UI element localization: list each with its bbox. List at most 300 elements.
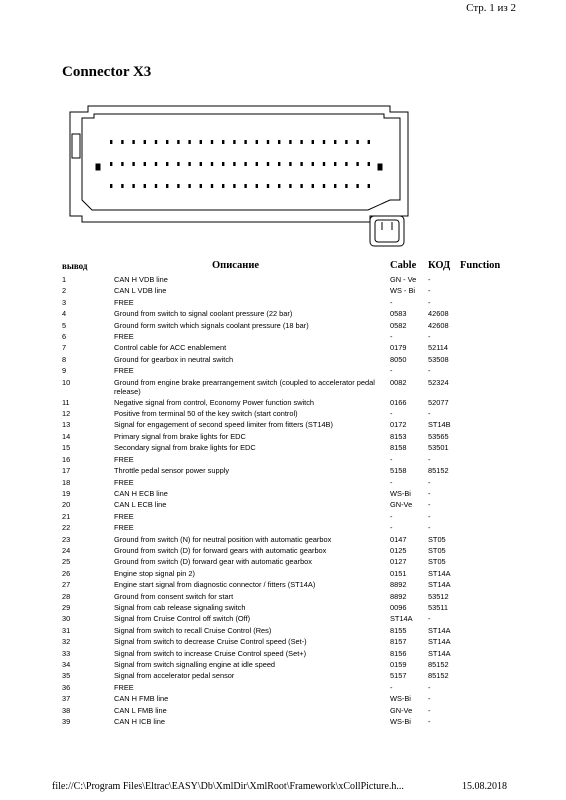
table-row <box>62 693 512 704</box>
connector-pin <box>323 184 325 188</box>
pin-cell: 34 <box>62 660 71 669</box>
table-row <box>62 613 512 624</box>
pin-cell: 30 <box>62 614 71 624</box>
code-cell: 53508 <box>428 354 449 364</box>
connector-pin <box>155 162 157 166</box>
function-cell <box>460 308 512 319</box>
code-cell: 53565 <box>428 431 449 441</box>
table-row <box>62 568 512 579</box>
table-row <box>62 331 512 342</box>
connector-pin <box>289 162 291 166</box>
function-cell <box>460 454 512 465</box>
table-row <box>62 591 512 602</box>
connector-pin <box>222 140 224 144</box>
code-cell: - <box>428 454 431 464</box>
pin-cell: 37 <box>62 694 71 704</box>
cable-cell: 8157 <box>390 637 407 647</box>
connector-pin <box>244 162 246 166</box>
cable-cell: GN - Ve <box>390 275 417 284</box>
table-row <box>62 488 512 499</box>
pin-cell: 25 <box>62 557 71 567</box>
function-cell <box>460 320 512 331</box>
connector-pin <box>211 184 213 188</box>
pin-cell: 21 <box>62 511 71 521</box>
connector-pin <box>144 162 146 166</box>
description-cell: Signal from switch to increase Cruise Control speed (Set+) <box>114 648 307 658</box>
pin-cell: 2 <box>62 286 67 296</box>
connector-pin <box>356 162 358 166</box>
description-cell: FREE <box>114 332 134 342</box>
pin-cell: 26 <box>62 568 71 578</box>
function-cell <box>460 705 512 716</box>
code-cell: ST14A <box>428 648 451 658</box>
code-cell: - <box>428 488 431 498</box>
cable-cell: 8155 <box>390 625 407 635</box>
code-cell: - <box>428 366 431 376</box>
code-cell: - <box>428 286 431 296</box>
cable-cell: 8156 <box>390 648 407 658</box>
description-cell: Ground from switch (D) forward gear with automatic gearbox <box>114 557 312 567</box>
connector-pin <box>300 162 302 166</box>
code-cell: - <box>428 511 431 521</box>
connector-pin <box>334 184 336 188</box>
code-cell: ST05 <box>428 557 446 567</box>
connector-pin <box>132 184 134 188</box>
description-cell: FREE <box>114 682 134 692</box>
pin-cell: 14 <box>62 431 71 441</box>
code-cell: 52077 <box>428 397 449 407</box>
code-cell: - <box>428 477 431 487</box>
connector-pin <box>244 140 246 144</box>
pin-cell: 5 <box>62 320 67 330</box>
table-row <box>62 365 512 376</box>
code-cell: ST14A <box>428 625 451 635</box>
function-cell <box>460 408 512 419</box>
connector-pin <box>211 140 213 144</box>
table-row <box>62 308 512 319</box>
connector-pin <box>278 184 280 188</box>
table-row <box>62 556 512 567</box>
function-cell <box>460 274 512 285</box>
code-cell: ST14B <box>428 420 451 430</box>
pin-cell: 39 <box>62 717 71 727</box>
function-cell <box>460 365 512 376</box>
description-cell: FREE <box>114 454 134 464</box>
description-cell: Ground from switch (N) for neutral position with automatic gearbox <box>114 534 332 544</box>
connector-pin <box>188 184 190 188</box>
connector-pin <box>244 184 246 188</box>
connector-pin <box>368 184 370 188</box>
table-row <box>62 320 512 331</box>
connector-pin <box>368 162 370 166</box>
connector-pin <box>155 184 157 188</box>
code-cell: ST05 <box>428 534 446 544</box>
code-cell: - <box>428 275 431 284</box>
pin-cell: 23 <box>62 534 71 544</box>
column-header-cable: Cable <box>390 260 417 271</box>
connector-pin <box>177 184 179 188</box>
table-row <box>62 377 512 397</box>
code-cell: 53512 <box>428 591 449 601</box>
cable-cell: 0082 <box>390 377 407 387</box>
cable-cell: 8892 <box>390 591 407 601</box>
description-cell: Ground form switch which signals coolant pressure (18 bar) <box>114 320 309 330</box>
function-cell <box>460 693 512 704</box>
cable-cell: 8892 <box>390 580 407 590</box>
pin-cell: 7 <box>62 343 67 353</box>
cable-cell: WS-Bi <box>390 488 411 498</box>
pin-cell: 6 <box>62 332 67 342</box>
function-cell <box>460 716 512 727</box>
connector-pin <box>155 140 157 144</box>
connector-pin <box>256 184 258 188</box>
connector-pin <box>222 162 224 166</box>
function-cell <box>460 377 512 397</box>
connector-pin <box>110 162 112 166</box>
pin-cell: 20 <box>62 500 71 510</box>
function-cell <box>460 397 512 408</box>
connector-pin <box>132 140 134 144</box>
function-cell <box>460 431 512 442</box>
table-row <box>62 354 512 365</box>
code-cell: - <box>428 682 431 692</box>
connector-pin <box>166 140 168 144</box>
function-cell <box>460 636 512 647</box>
connector-pin <box>256 140 258 144</box>
description-cell: Signal from switch to decrease Cruise Control speed (Set-) <box>114 637 307 647</box>
table-row <box>62 579 512 590</box>
cable-cell: 0179 <box>390 343 407 353</box>
connector-pin <box>312 140 314 144</box>
connector-pin <box>312 162 314 166</box>
connector-pin <box>300 140 302 144</box>
connector-diagram <box>68 104 416 254</box>
description-cell: Ground from engine brake prearrangement switch (coupled to accelerator pedal release) <box>114 377 375 396</box>
pin-cell: 38 <box>62 705 71 715</box>
footer-path: file://C:\Program Files\Eltrac\EASY\Db\XmlDir\XmlRoot\Framework\xCollPicture.h... <box>52 781 404 792</box>
code-cell: 53501 <box>428 443 449 453</box>
code-cell: - <box>428 523 431 533</box>
table-row <box>62 659 512 670</box>
table-row <box>62 648 512 659</box>
pin-cell: 16 <box>62 454 71 464</box>
connector-pin <box>289 140 291 144</box>
table-row <box>62 636 512 647</box>
code-cell: - <box>428 705 431 715</box>
pin-cell: 27 <box>62 580 71 590</box>
connector-pin <box>211 162 213 166</box>
connector-pin <box>200 162 202 166</box>
function-cell <box>460 648 512 659</box>
code-cell: 85152 <box>428 671 449 681</box>
table-header-row <box>62 260 512 274</box>
description-cell: CAN H FMB line <box>114 694 169 704</box>
function-cell <box>460 625 512 636</box>
description-cell: Negative signal from control, Economy Power function switch <box>114 397 315 407</box>
connector-pin <box>256 162 258 166</box>
function-cell <box>460 477 512 488</box>
column-header-function: Function <box>460 260 501 271</box>
function-cell <box>460 354 512 365</box>
cable-cell: - <box>390 409 393 419</box>
footer-date: 15.08.2018 <box>462 781 507 792</box>
function-cell <box>460 670 512 681</box>
cable-cell: 0583 <box>390 309 407 319</box>
code-cell: 42608 <box>428 320 449 330</box>
description-cell: CAN L FMB line <box>114 705 167 715</box>
cable-cell: 0125 <box>390 545 407 555</box>
pin-cell: 8 <box>62 354 67 364</box>
description-cell: Throttle pedal sensor power supply <box>114 466 230 476</box>
connector-pin <box>356 140 358 144</box>
code-cell: 85152 <box>428 660 449 669</box>
description-cell: FREE <box>114 511 134 521</box>
function-cell <box>460 568 512 579</box>
connector-pin <box>334 140 336 144</box>
function-cell <box>460 297 512 308</box>
connector-pin <box>188 162 190 166</box>
description-cell: FREE <box>114 297 134 307</box>
page-title: Connector X3 <box>62 64 152 80</box>
pin-cell: 1 <box>62 275 67 284</box>
table-row <box>62 297 512 308</box>
connector-pin <box>323 140 325 144</box>
connector-pin <box>177 140 179 144</box>
description-cell: CAN H VDB line <box>114 275 168 284</box>
pin-cell: 13 <box>62 420 71 430</box>
cable-cell: WS - Bi <box>390 286 416 296</box>
code-cell: ST14A <box>428 637 451 647</box>
description-cell: Signal from switch to recall Cruise Control (Res) <box>114 625 272 635</box>
connector-pin <box>233 162 235 166</box>
cable-cell: 8050 <box>390 354 407 364</box>
connector-pin <box>121 184 123 188</box>
column-header-description: Описание <box>212 260 260 271</box>
function-cell <box>460 419 512 430</box>
table-row <box>62 545 512 556</box>
code-cell: 85152 <box>428 466 449 476</box>
function-cell <box>460 579 512 590</box>
cable-cell: 0147 <box>390 534 407 544</box>
description-cell: Secondary signal from brake lights for EDC <box>114 443 256 453</box>
cable-cell: 0159 <box>390 660 407 669</box>
cable-cell: WS-Bi <box>390 717 411 727</box>
cable-cell: 8153 <box>390 431 407 441</box>
function-cell <box>460 511 512 522</box>
cable-cell: - <box>390 511 393 521</box>
function-cell <box>460 556 512 567</box>
description-cell: Positive from terminal 50 of the key switch (start control) <box>114 409 298 419</box>
pin-cell: 12 <box>62 409 71 419</box>
connector-pin <box>300 184 302 188</box>
cable-cell: ST14A <box>390 614 413 624</box>
cable-cell: 0582 <box>390 320 407 330</box>
connector-pin <box>312 184 314 188</box>
connector-pin <box>356 184 358 188</box>
table-row <box>62 522 512 533</box>
function-cell <box>460 488 512 499</box>
description-cell: Ground from consent switch for start <box>114 591 234 601</box>
table-row <box>62 285 512 296</box>
cable-cell: 0127 <box>390 557 407 567</box>
cable-cell: GN-Ve <box>390 705 413 715</box>
table-row <box>62 716 512 727</box>
connector-pin <box>166 162 168 166</box>
code-cell: - <box>428 717 431 727</box>
connector-pin <box>121 162 123 166</box>
code-cell: - <box>428 694 431 704</box>
pin-cell: 15 <box>62 443 71 453</box>
code-cell: - <box>428 332 431 342</box>
connector-pin <box>233 140 235 144</box>
pin-table <box>62 260 512 727</box>
pin-cell: 22 <box>62 523 71 533</box>
code-cell: ST14A <box>428 568 451 578</box>
pin-cell: 28 <box>62 591 71 601</box>
table-row <box>62 511 512 522</box>
cable-cell: 0151 <box>390 568 407 578</box>
pin-cell: 24 <box>62 545 71 555</box>
connector-pin <box>368 140 370 144</box>
table-row <box>62 602 512 613</box>
connector-pin <box>110 184 112 188</box>
pin-cell: 31 <box>62 625 71 635</box>
connector-pin <box>121 140 123 144</box>
table-row <box>62 408 512 419</box>
table-row <box>62 342 512 353</box>
description-cell: Primary signal from brake lights for EDC <box>114 431 246 441</box>
connector-pin <box>144 140 146 144</box>
pin-cell: 9 <box>62 366 67 376</box>
table-row <box>62 682 512 693</box>
connector-pin <box>345 162 347 166</box>
pin-cell: 10 <box>62 377 71 387</box>
table-row <box>62 419 512 430</box>
cable-cell: - <box>390 366 393 376</box>
description-cell: CAN H ECB line <box>114 488 168 498</box>
code-cell: 52114 <box>428 343 449 353</box>
connector-pin <box>144 184 146 188</box>
description-cell: FREE <box>114 477 134 487</box>
table-row <box>62 670 512 681</box>
code-cell: - <box>428 409 431 419</box>
table-row <box>62 705 512 716</box>
cable-cell: 0172 <box>390 420 407 430</box>
function-cell <box>460 285 512 296</box>
description-cell: Signal from accelerator pedal sensor <box>114 671 235 681</box>
table-row <box>62 431 512 442</box>
function-cell <box>460 591 512 602</box>
description-cell: Control cable for ACC enablement <box>114 343 227 353</box>
cable-cell: - <box>390 477 393 487</box>
code-cell: 52324 <box>428 377 449 387</box>
cable-cell: - <box>390 454 393 464</box>
connector-pin <box>166 184 168 188</box>
function-cell <box>460 602 512 613</box>
table-row <box>62 442 512 453</box>
function-cell <box>460 613 512 624</box>
pin-cell: 19 <box>62 488 71 498</box>
function-cell <box>460 499 512 510</box>
table-row <box>62 397 512 408</box>
code-cell: ST05 <box>428 545 446 555</box>
description-cell: Ground from switch (D) for forward gears with automatic gearbox <box>114 545 327 555</box>
connector-pin <box>233 184 235 188</box>
table-row <box>62 454 512 465</box>
pin-cell: 29 <box>62 602 71 612</box>
column-header-pin: вывод <box>62 260 88 271</box>
page-number: Стр. 1 из 2 <box>466 2 516 14</box>
connector-pin <box>278 162 280 166</box>
cable-cell: - <box>390 523 393 533</box>
description-cell: Signal from Cruise Control off switch (Off) <box>114 614 251 624</box>
cable-cell: GN-Ve <box>390 500 413 510</box>
connector-pin <box>267 140 269 144</box>
pin-cell: 4 <box>62 309 67 319</box>
table-row <box>62 477 512 488</box>
connector-pin <box>267 162 269 166</box>
description-cell: CAN L ECB line <box>114 500 167 510</box>
connector-pin <box>200 140 202 144</box>
code-cell: - <box>428 500 431 510</box>
description-cell: Ground from switch to signal coolant pressure (22 bar) <box>114 309 293 319</box>
pin-cell: 35 <box>62 671 71 681</box>
pin-cell: 3 <box>62 297 67 307</box>
connector-pin <box>110 140 112 144</box>
function-cell <box>460 682 512 693</box>
pin-cell: 36 <box>62 682 71 692</box>
table-row <box>62 274 512 285</box>
table-row <box>62 534 512 545</box>
table-row <box>62 465 512 476</box>
function-cell <box>460 465 512 476</box>
pin-cell: 17 <box>62 466 71 476</box>
description-cell: CAN L VDB line <box>114 286 167 296</box>
table-row <box>62 499 512 510</box>
pin-cell: 18 <box>62 477 71 487</box>
description-cell: CAN H ICB line <box>114 717 165 727</box>
connector-pin <box>289 184 291 188</box>
description-cell: Engine start signal from diagnostic connector / fitters (ST14A) <box>114 580 316 590</box>
connector-pin <box>278 140 280 144</box>
function-cell <box>460 545 512 556</box>
pin-cell: 11 <box>62 397 70 407</box>
function-cell <box>460 331 512 342</box>
function-cell <box>460 522 512 533</box>
code-cell: - <box>428 297 431 307</box>
pin-cell: 32 <box>62 637 71 647</box>
cable-cell: 0096 <box>390 602 407 612</box>
function-cell <box>460 659 512 670</box>
connector-pin <box>200 184 202 188</box>
description-cell: Signal from switch signalling engine at idle speed <box>114 660 276 669</box>
cable-cell: 8158 <box>390 443 407 453</box>
code-cell: ST14A <box>428 580 451 590</box>
connector-pin <box>267 184 269 188</box>
connector-pin <box>334 162 336 166</box>
connector-pin <box>323 162 325 166</box>
cable-cell: - <box>390 332 393 342</box>
cable-cell: - <box>390 682 393 692</box>
description-cell: Signal for engagement of second speed limiter from fitters (ST14B) <box>114 420 333 430</box>
cable-cell: 5157 <box>390 671 407 681</box>
description-cell: Ground for gearbox in neutral switch <box>114 354 234 364</box>
description-cell: Engine stop signal pin 2) <box>114 568 195 578</box>
connector-pin <box>222 184 224 188</box>
description-cell: FREE <box>114 366 134 376</box>
cable-cell: 5158 <box>390 466 407 476</box>
code-cell: 42608 <box>428 309 449 319</box>
